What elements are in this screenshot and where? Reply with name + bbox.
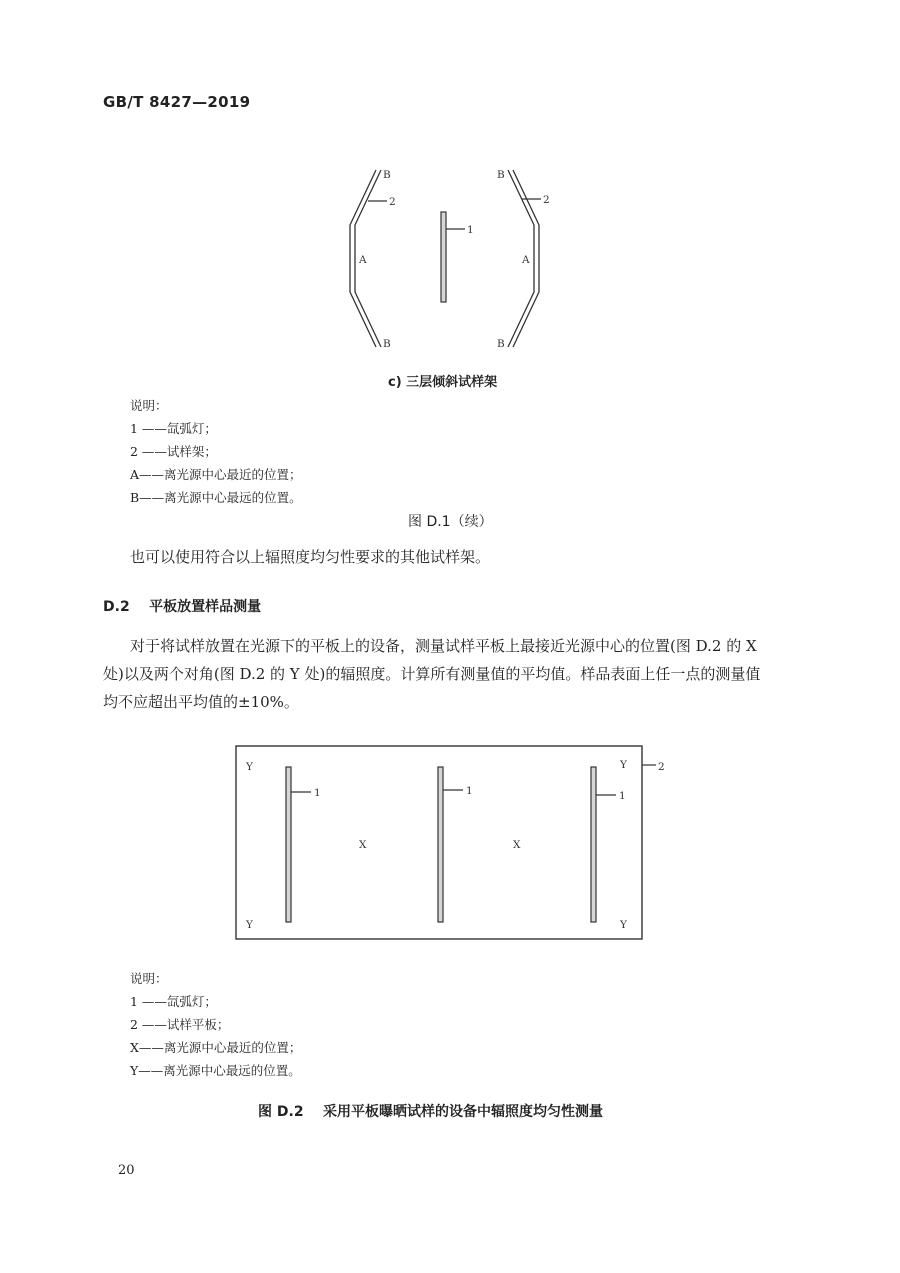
figure-d1-caption: 图 D.1（续） [408, 514, 493, 530]
figure-c-diagram [0, 0, 900, 400]
legend-2-title: 说明： [130, 971, 168, 986]
label-y-bottom-left: Y [246, 919, 253, 931]
lamp-bar [441, 212, 446, 302]
label-b-bottom-right: B [497, 338, 505, 350]
figure-c-caption: c) 三层倾斜试样架 [388, 375, 498, 390]
paragraph-other-racks: 也可以使用符合以上辐照度均匀性要求的其他试样架。 [130, 548, 491, 566]
legend-2-item: 1 ——氙弧灯； [130, 994, 217, 1009]
label-y-top-right: Y [620, 759, 627, 771]
lamp-bar [286, 767, 291, 922]
legend-2-item: 2 ——试样平板； [130, 1017, 230, 1032]
page-number: 20 [118, 1163, 135, 1178]
legend-2-item: Y——离光源中心最远的位置。 [130, 1063, 301, 1078]
figure-d2-caption: 图 D.2 采用平板曝晒试样的设备中辐照度均匀性测量 [258, 1104, 604, 1120]
right-rack-outer [508, 170, 534, 347]
section-d2-title: D.2 平板放置样品测量 [103, 599, 262, 615]
legend-1-item: 2 ——试样架； [130, 444, 217, 459]
label-2-left: 2 [389, 196, 396, 208]
label-b-bottom-left: B [383, 338, 391, 350]
paragraph-flat-measurement [103, 632, 803, 716]
paragraph-line: 对于将试样放置在光源下的平板上的设备，测量试样平板上最接近光源中心的位置(图 D.2 的 X [130, 637, 757, 655]
label-a-right: A [522, 254, 530, 266]
legend-1-item: A——离光源中心最近的位置； [130, 467, 302, 482]
legend-1-title: 说明： [130, 398, 168, 413]
standard-code: GB/T 8427—2019 [103, 93, 251, 111]
label-2-right: 2 [543, 194, 550, 206]
label-a-left: A [359, 254, 367, 266]
legend-1-item: 1 ——氙弧灯； [130, 421, 217, 436]
figure-d2-diagram [0, 730, 900, 950]
legend-2-item: X——离光源中心最近的位置； [130, 1040, 302, 1055]
label-x-left: X [359, 839, 367, 851]
legend-2 [130, 967, 301, 1082]
lamp-bar [591, 767, 596, 922]
label-2: 2 [658, 761, 665, 773]
paragraph-line: 处)以及两个对角(图 D.2 的 Y 处)的辐照度。计算所有测量值的平均值。样品表面上任一点的测量值 [103, 665, 761, 683]
paragraph-line: 均不应超出平均值的±10%。 [103, 693, 299, 711]
label-1: 1 [467, 224, 474, 236]
label-y-bottom-right: Y [620, 919, 627, 931]
lamp-bar [438, 767, 443, 922]
legend-1-item: B——离光源中心最远的位置。 [130, 490, 302, 505]
label-x-right: X [513, 839, 521, 851]
label-b-top-left: B [383, 169, 391, 181]
label-1: 1 [314, 787, 321, 799]
label-b-top-right: B [497, 169, 505, 181]
label-1: 1 [619, 790, 626, 802]
label-y-top-left: Y [246, 761, 253, 773]
label-1: 1 [466, 785, 473, 797]
legend-1 [130, 394, 302, 509]
